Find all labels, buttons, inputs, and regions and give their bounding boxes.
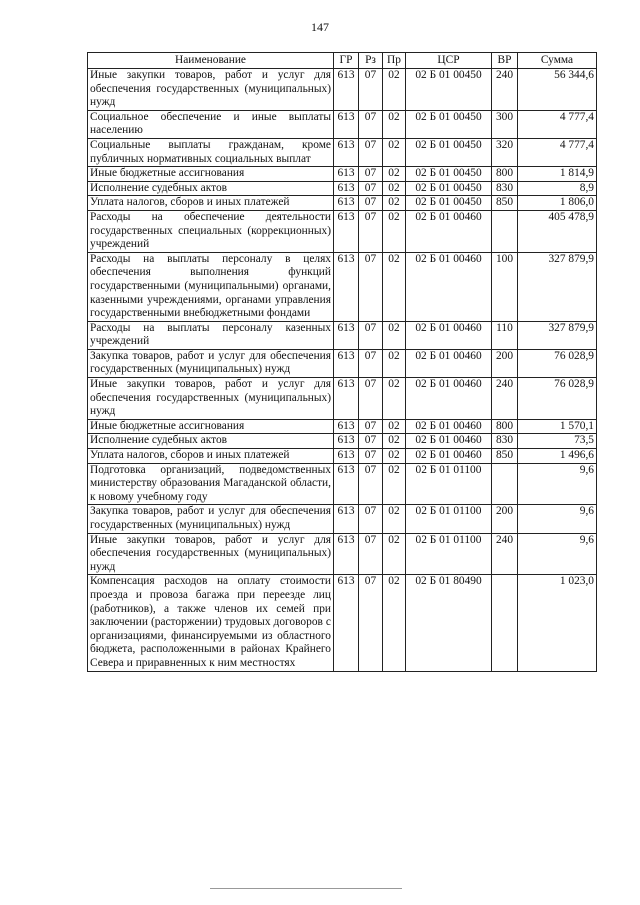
cell-csr: 02 Б 01 00460 [406,210,492,252]
table-row [88,110,597,138]
table-row [88,210,597,252]
page-number: 147 [311,20,329,34]
cell-sum: 73,5 [518,434,597,449]
cell-vr: 830 [492,181,518,196]
cell-sum: 4 777,4 [518,138,597,166]
cell-gr: 613 [334,181,359,196]
cell-name: Подготовка организаций, подведомственных министерству образования Магаданской области, к новому учебному году [88,463,334,505]
cell-gr: 613 [334,434,359,449]
cell-vr: 830 [492,434,518,449]
table-row [88,321,597,349]
cell-vr: 240 [492,378,518,420]
cell-name: Компенсация расходов на оплату стоимости проезда и провоза багажа при переезде лиц (работников), а также членов их семей при заключении (расторжении) трудовых договоров с организациями, финансируемыми из областного бюджета, расположенными в районах Крайнего Севера и приравненных к ним местностях [88,575,334,671]
cell-sum: 1 496,6 [518,449,597,464]
cell-sum: 327 879,9 [518,321,597,349]
cell-pr: 02 [383,349,406,377]
column-header-pr: Пр [383,53,406,69]
cell-pr: 02 [383,210,406,252]
cell-rz: 07 [359,110,383,138]
cell-sum: 1 814,9 [518,167,597,182]
cell-pr: 02 [383,575,406,671]
cell-rz: 07 [359,378,383,420]
cell-vr: 200 [492,505,518,533]
cell-name: Уплата налогов, сборов и иных платежей [88,449,334,464]
cell-rz: 07 [359,449,383,464]
cell-pr: 02 [383,463,406,505]
table-row [88,419,597,434]
cell-sum: 327 879,9 [518,252,597,321]
table-row [88,434,597,449]
cell-pr: 02 [383,378,406,420]
cell-pr: 02 [383,110,406,138]
table-row [88,533,597,575]
cell-gr: 613 [334,110,359,138]
cell-rz: 07 [359,210,383,252]
cell-pr: 02 [383,434,406,449]
cell-vr [492,210,518,252]
cell-csr: 02 Б 01 00450 [406,110,492,138]
table-row [88,252,597,321]
cell-sum: 9,6 [518,505,597,533]
cell-csr: 02 Б 01 01100 [406,533,492,575]
cell-csr: 02 Б 01 00450 [406,167,492,182]
column-header-rz: Рз [359,53,383,69]
cell-sum: 9,6 [518,463,597,505]
cell-name: Иные закупки товаров, работ и услуг для обеспечения государственных (муниципальных) нужд [88,69,334,111]
cell-gr: 613 [334,419,359,434]
cell-gr: 613 [334,505,359,533]
cell-sum: 56 344,6 [518,69,597,111]
cell-vr: 100 [492,252,518,321]
cell-vr: 200 [492,349,518,377]
cell-vr [492,463,518,505]
cell-csr: 02 Б 01 00460 [406,349,492,377]
cell-pr: 02 [383,138,406,166]
cell-rz: 07 [359,434,383,449]
table-row [88,378,597,420]
cell-rz: 07 [359,69,383,111]
cell-vr [492,575,518,671]
cell-rz: 07 [359,349,383,377]
table-row [88,463,597,505]
cell-name: Иные бюджетные ассигнования [88,167,334,182]
cell-sum: 9,6 [518,533,597,575]
budget-table [87,52,597,672]
table-row [88,138,597,166]
cell-gr: 613 [334,463,359,505]
cell-gr: 613 [334,138,359,166]
cell-rz: 07 [359,505,383,533]
cell-pr: 02 [383,419,406,434]
cell-vr: 850 [492,196,518,211]
cell-name: Иные закупки товаров, работ и услуг для обеспечения государственных (муниципальных) нужд [88,533,334,575]
cell-name: Социальное обеспечение и иные выплаты населению [88,110,334,138]
table-row [88,181,597,196]
cell-rz: 07 [359,575,383,671]
cell-sum: 76 028,9 [518,378,597,420]
cell-vr: 800 [492,419,518,434]
cell-rz: 07 [359,196,383,211]
cell-rz: 07 [359,252,383,321]
table-row [88,349,597,377]
table-row [88,449,597,464]
cell-rz: 07 [359,533,383,575]
cell-name: Исполнение судебных актов [88,434,334,449]
cell-pr: 02 [383,505,406,533]
cell-gr: 613 [334,252,359,321]
cell-csr: 02 Б 01 00460 [406,419,492,434]
cell-name: Иные закупки товаров, работ и услуг для обеспечения государственных (муниципальных) нужд [88,378,334,420]
cell-vr: 320 [492,138,518,166]
column-header-sum: Сумма [518,53,597,69]
cell-rz: 07 [359,321,383,349]
cell-gr: 613 [334,196,359,211]
cell-csr: 02 Б 01 01100 [406,463,492,505]
footer-rule [210,888,402,889]
table-row [88,167,597,182]
cell-gr: 613 [334,167,359,182]
cell-csr: 02 Б 01 80490 [406,575,492,671]
cell-csr: 02 Б 01 00460 [406,378,492,420]
cell-gr: 613 [334,378,359,420]
cell-vr: 240 [492,69,518,111]
column-header-name: Наименование [88,53,334,69]
cell-name: Социальные выплаты гражданам, кроме публичных нормативных социальных выплат [88,138,334,166]
cell-gr: 613 [334,349,359,377]
cell-name: Закупка товаров, работ и услуг для обеспечения государственных (муниципальных) нужд [88,349,334,377]
cell-csr: 02 Б 01 00450 [406,138,492,166]
cell-name: Расходы на выплаты персоналу в целях обеспечения выполнения функций государственными (муниципальными) органами, казенными учреждениями, органами управления государственными внебюджетными фондами [88,252,334,321]
cell-csr: 02 Б 01 00460 [406,449,492,464]
cell-name: Закупка товаров, работ и услуг для обеспечения государственных (муниципальных) нужд [88,505,334,533]
cell-gr: 613 [334,321,359,349]
cell-gr: 613 [334,449,359,464]
cell-pr: 02 [383,533,406,575]
cell-csr: 02 Б 01 00460 [406,321,492,349]
cell-rz: 07 [359,167,383,182]
cell-name: Уплата налогов, сборов и иных платежей [88,196,334,211]
cell-vr: 240 [492,533,518,575]
cell-pr: 02 [383,196,406,211]
cell-csr: 02 Б 01 00450 [406,181,492,196]
cell-sum: 8,9 [518,181,597,196]
table-row [88,505,597,533]
cell-pr: 02 [383,69,406,111]
cell-gr: 613 [334,575,359,671]
cell-pr: 02 [383,252,406,321]
cell-name: Расходы на выплаты персоналу казенных учреждений [88,321,334,349]
cell-csr: 02 Б 01 00450 [406,196,492,211]
cell-rz: 07 [359,463,383,505]
cell-sum: 76 028,9 [518,349,597,377]
cell-rz: 07 [359,181,383,196]
cell-csr: 02 Б 01 00460 [406,252,492,321]
cell-vr: 800 [492,167,518,182]
cell-rz: 07 [359,138,383,166]
cell-csr: 02 Б 01 00460 [406,434,492,449]
cell-gr: 613 [334,69,359,111]
cell-name: Исполнение судебных актов [88,181,334,196]
cell-sum: 1 023,0 [518,575,597,671]
column-header-vr: ВР [492,53,518,69]
column-header-gr: ГР [334,53,359,69]
cell-rz: 07 [359,419,383,434]
cell-vr: 110 [492,321,518,349]
cell-sum: 1 570,1 [518,419,597,434]
cell-sum: 405 478,9 [518,210,597,252]
table-row [88,575,597,671]
cell-sum: 4 777,4 [518,110,597,138]
cell-csr: 02 Б 01 01100 [406,505,492,533]
cell-pr: 02 [383,321,406,349]
cell-csr: 02 Б 01 00450 [406,69,492,111]
cell-gr: 613 [334,533,359,575]
cell-pr: 02 [383,449,406,464]
table-row [88,69,597,111]
cell-name: Иные бюджетные ассигнования [88,419,334,434]
column-header-csr: ЦСР [406,53,492,69]
cell-name: Расходы на обеспечение деятельности государственных специальных (коррекционных) учреждений [88,210,334,252]
cell-sum: 1 806,0 [518,196,597,211]
header-row [88,53,597,69]
table-row [88,196,597,211]
cell-pr: 02 [383,181,406,196]
cell-vr: 850 [492,449,518,464]
cell-pr: 02 [383,167,406,182]
cell-vr: 300 [492,110,518,138]
cell-gr: 613 [334,210,359,252]
